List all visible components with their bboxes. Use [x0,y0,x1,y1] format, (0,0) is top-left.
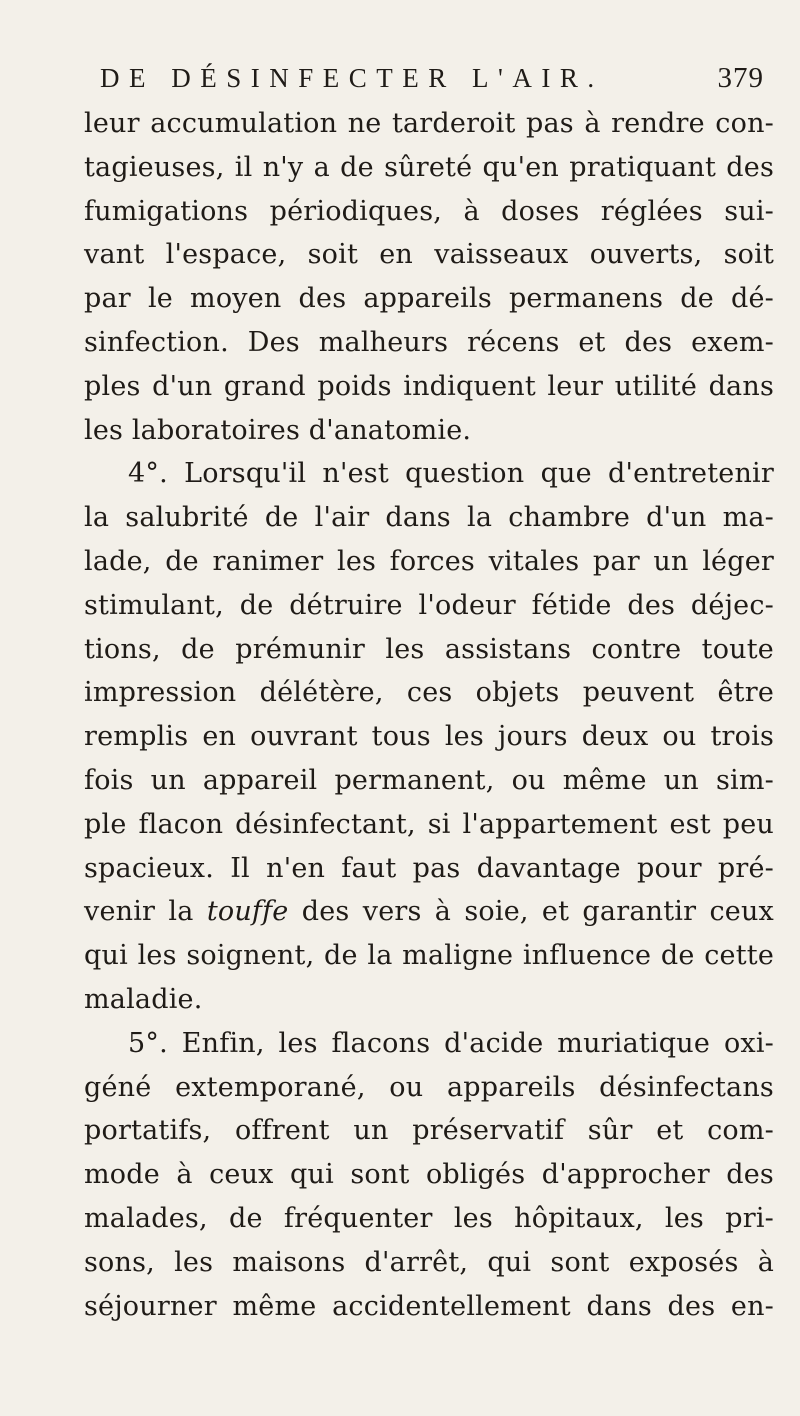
text-line: séjourner même accidentellement dans des en- [84,1290,774,1322]
text-line: maladie. [84,983,203,1015]
text-line: par le moyen des appareils permanens de dé- [84,283,774,315]
text-line: impression délétère, ces objets peuvent être [84,677,774,709]
text-line: ple flacon désinfectant, si l'appartement est peu [84,808,774,840]
text-line: 5°. Enfin, les flacons d'acide muriatique oxi- [128,1027,774,1059]
text-line: portatifs, offrent un préservatif sûr et com- [84,1115,774,1147]
text-line: vant l'espace, soit en vaisseaux ouverts, soit [84,239,774,271]
text-line: spacieux. Il n'en faut pas davantage pour pré- [84,852,774,884]
text-line: lade, de ranimer les forces vitales par un léger [84,545,774,577]
text-line: la salubrité de l'air dans la chambre d'un ma- [84,502,774,534]
running-title: DE DÉSINFECTER L'AIR. [100,63,604,93]
text-line: remplis en ouvrant tous les jours deux ou trois [84,721,774,753]
text-line: ples d'un grand poids indiquent leur utilité dans [84,370,774,402]
text-line: tions, de prémunir les assistans contre toute [84,633,774,665]
text-line: sinfection. Des malheurs récens et des exem- [84,326,774,358]
text-segment: des vers à soie, et garantir ceux [301,896,774,928]
body-text [84,102,774,1328]
text-line: malades, de fréquenter les hôpitaux, les pri- [84,1202,774,1234]
text-segment: venir la [84,896,194,928]
text-line: qui les soignent, de la maligne influence de cette [84,940,774,972]
text-line: stimulant, de détruire l'odeur fétide des déjec- [84,589,774,621]
italic-word: touffe [206,896,289,928]
text-line: fumigations périodiques, à doses réglées sui- [84,195,774,227]
text-line: leur accumulation ne tarderoit pas à rendre con- [84,108,774,139]
text-line: 4°. Lorsqu'il n'est question que d'entretenir [128,458,774,490]
text-line: les laboratoires d'anatomie. [84,414,472,446]
text-line-with-italic [84,890,774,934]
page-number: 379 [717,62,764,94]
text-line: géné extemporané, ou appareils désinfectans [84,1071,774,1103]
text-line: sons, les maisons d'arrêt, qui sont exposés à [84,1246,774,1278]
running-head [100,58,780,98]
text-line: fois un appareil permanent, ou même un sim- [84,764,774,796]
text-line: tagieuses, il n'y a de sûreté qu'en pratiquant des [84,151,774,183]
text-line: mode à ceux qui sont obligés d'approcher des [84,1159,774,1191]
